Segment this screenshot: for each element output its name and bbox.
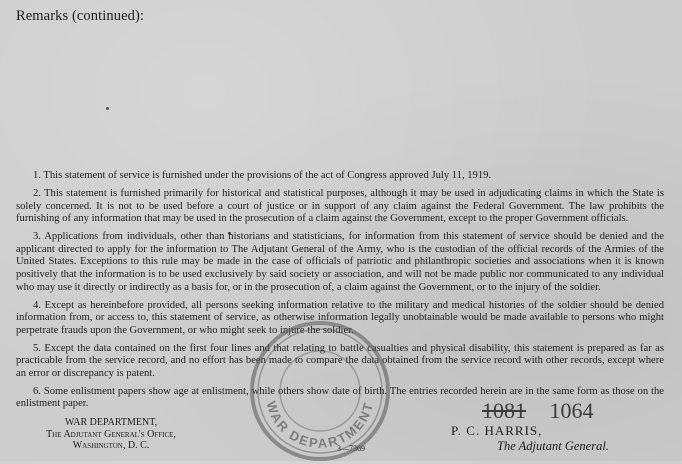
office-line: The Adjutant General's Office,: [46, 428, 176, 440]
form-number: 3—7369: [337, 444, 365, 453]
record-numbers: [482, 398, 594, 424]
ink-speck: [106, 107, 109, 110]
notes-block: [16, 170, 664, 416]
department-line: WAR DEPARTMENT,: [64, 417, 158, 428]
record-number: 1064: [549, 398, 594, 423]
note-2: 2. This statement is furnished primarily for historical and statistical purposes, although it may be used in adjudicating claims in which the State is solely concerned. It is not to be used before a court of justice or in support of any claim against the Federal Government. The law prohibits the furnishing of any information that may be used in the prosecution of a claim against the Government, except to the proper Government officials.: [16, 187, 664, 225]
note-6: 6. Some enlistment papers show age at enlistment, while others show date of birth. The entries recorded herein are in the same form as those on the enlistment paper.: [16, 385, 664, 410]
signer-name: P. C. HARRIS,: [451, 423, 543, 438]
stamp-text: WAR DEPARTMENT: [263, 399, 377, 451]
note-5: 5. Except the data contained on the first four lines and that relating to battle casualties and physical disability, this statement is prepared as far as practicable from the service record, and no effort has been made to compare the data obtained from the service record with other records, except where an error or discrepancy is patent.: [16, 342, 664, 379]
struck-record-number: 1081: [482, 398, 526, 423]
remarks-heading: Remarks (continued):: [16, 8, 145, 24]
city-line: Washington, D. C.: [72, 440, 150, 452]
signer-title: The Adjutant General.: [497, 439, 609, 453]
issuing-office-block: [16, 417, 206, 452]
note-4: 4. Except as hereinbefore provided, all persons seeking information relative to the military and medical histories of the soldier should be denied information from, or access to, this statement of service, as otherwise information legally unobtainable would be made available to persons who might perpetrate frauds upon the Government, or who might seek to injure the soldier.: [16, 299, 664, 336]
note-3: 3. Applications from individuals, other than historians and statisticians, for information from this statement of service should be denied and the applicant directed to apply for the information to The Adjutant General of the Army, who is the custodian of the official records of the Armies of the United States. Exceptions to this rule may be made in the case of officials of patriotic and philanthropic societies and associations when it is known positively that the information is to be used exclusively by said society or association, and will not be made public nor communicated to any individual who may use it directly or indirectly as a basis for, or in the prosecution of, a claim against the Government, or to the injury of the soldier.: [16, 231, 664, 293]
note-1: 1. This statement of service is furnished under the provisions of the act of Congress approved July 11, 1919.: [33, 170, 492, 181]
